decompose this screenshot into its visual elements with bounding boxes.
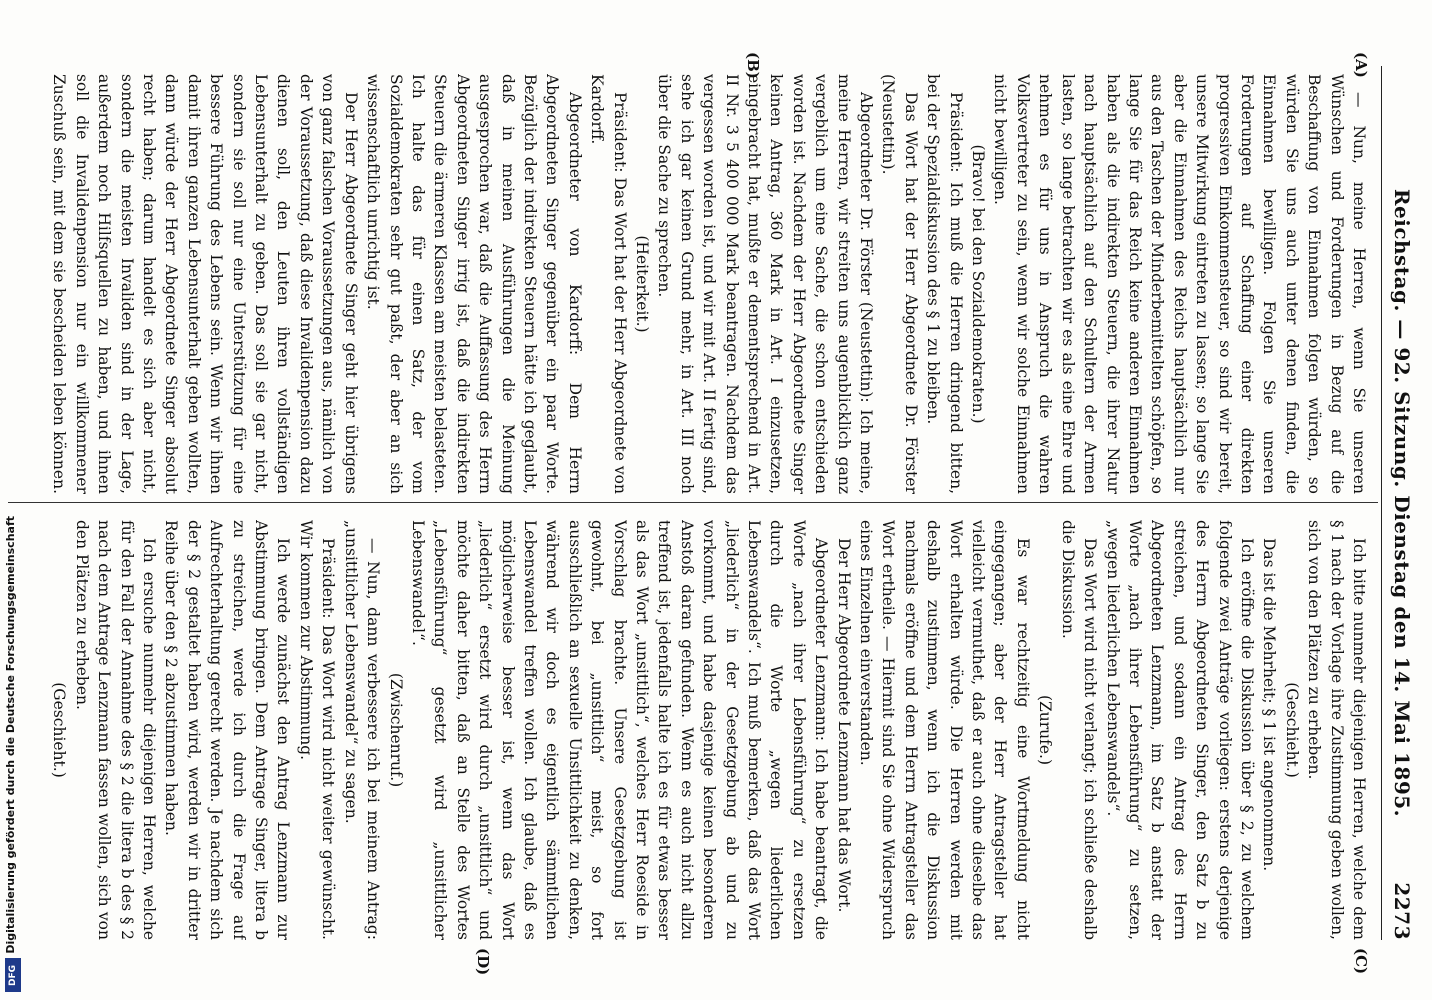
paragraph: Präsident: Das Wort wird nicht weiter gewünscht. Wir kommen zur Abstimmung. — [296, 520, 338, 940]
header-rule — [1381, 66, 1382, 940]
paragraph: Der Herr Abgeordnete Lenzmann hat das Wort. — [834, 538, 853, 913]
margin-marker-d: (D) — [474, 948, 492, 976]
dfg-logo: DFG — [5, 958, 21, 992]
margin-marker-b: (B) — [744, 52, 762, 79]
right-column — [50, 520, 1370, 940]
margin-marker-c: (C) — [1352, 948, 1370, 975]
paragraph: (Geschieht.) — [50, 682, 69, 778]
digitization-note: Digitalisierung gefördert durch die Deutsche Forschungsgemeinschaft — [4, 516, 17, 954]
paragraph: Das Wort wird nicht verlangt; ich schließe deshalb die Diskussion. — [1058, 520, 1100, 940]
margin-marker-a: (A) — [1352, 52, 1370, 78]
paragraph: (Heiterkeit.) — [633, 235, 651, 333]
paragraph: Ich eröffne die Diskussion über § 2, zu welchem folgende zwei Anträge vorliegen: erstens derjenige des Herrn Abgeordneten Singer, den Satz b zu streichen, und sodann ein Antrag des Herrn Abgeordneten Lenzmann, im Satz b anstatt der Worte „nach ihrer Lebensführung“ zu setzen, „wegen liederlichen Lebenswandels“. — [1103, 520, 1256, 940]
paragraph: — Nun, dann verbessere ich bei meinem Antrag: „unsittlicher Lebenswandel“ zu sagen. — [341, 520, 383, 940]
paragraph: Das ist die Mehrheit; § 1 ist angenommen. — [1260, 538, 1279, 872]
paragraph: Abgeordneter Dr. Förster (Neustettin): Ich meine, meine Herren, wir streiten uns augenblicklich ganz vergeblich um eine Sache, die schon entschieden worden ist. Nachdem der Herr Abgeordnete Singer keinen Antrag, 360 Mark in Art. I einzusetzen, eingebracht hat, mußte er dementsprechend in Art. II Nr. 3 5 400 000 Mark beantragen. Nachdem das vergessen worden ist, und wir mit Art. II fertig sind, sehe ich gar keinen Grund mehr, in Art. III noch über die Sache zu sprechen. — [655, 74, 876, 494]
column-divider — [8, 502, 1378, 503]
paragraph: Ich werde zunächst den Antrag Lenzmann zur Abstimmung bringen. Dem Antrage Singer, litera b zu streichen, werde ich durch die Frage auf Aufrechterhaltung gerecht werden. Je nachdem sich der § 2 gestaltet haben wird, werden wir in dritter Reihe über den § 2 abzustimmen haben. — [162, 520, 293, 940]
running-head — [1388, 66, 1414, 940]
paragraph: Es war rechtzeitig eine Wortmeldung nicht eingegangen; aber der Herr Antragsteller hat vielleicht vermuthet, daß er auch ohne dieselbe das Wort erhalten würde. Die Herren werden mit deshalb zustimmen, wenn ich die Diskussion nachmals eröffne und dem Herrn Antragsteller das Wort ertheile. — Hiermit sind Sie ohne Widerspruch eines Einzelnen einverstanden. — [857, 520, 1032, 940]
paragraph: (Zwischenruf.) — [386, 672, 405, 788]
left-column — [50, 74, 1370, 494]
page-number: 2273 — [1390, 882, 1414, 940]
paragraph: Abgeordneter von Kardorff: Dem Herrn Abgeordneten Singer gegenüber ein paar Worte. Bezüglich der indirekten Steuern hätte ich geglaubt, daß in meinen Ausführungen die Meinung ausgesprochen war, daß die Auffassung des Herrn Abgeordneten Singer irrig ist, daß die indirekten Steuern die ärmeren Klassen am meisten belasteten. Ich halte das für einen Satz, der vom Sozialdemokraten sehr gut paßt, der aber an sich wissenschaftlich unrichtig ist. — [364, 74, 584, 494]
paragraph: Das Wort hat der Herr Abgeordnete Dr. Förster (Neustettin). — [879, 74, 920, 494]
paragraph: Der Herr Abgeordnete Singer geht hier übrigens von ganz falschen Voraussetzungen aus, nämlich von der Voraussetzung, daß diese Invalidenpension dazu dienen soll, den Leuten ihren vollständigen Lebensunterhalt zu geben. Das soll sie gar nicht, sondern sie soll nur eine Unterstützung für eine bessere Führung des Lebens sein. Wenn wir ihnen damit ihren ganzen Lebensunterhalt geben wollten, dann würde der Herr Abgeordnete Singer absolut recht haben; darum handelt es sich aber nicht, sondern die meisten Invaliden sind in der Lage, außerdem noch Hilfsquellen zu haben, und ihnen soll die Invalidenpension nur ein willkommener Zuschuß sein, mit dem sie bescheiden leben können. — [50, 74, 360, 494]
paragraph: (Bravo! bei den Sozialdemokraten.) — [969, 144, 988, 424]
header-title: Reichstag. — 92. Sitzung. Dienstag den 14. Mai 1895. — [1390, 188, 1414, 818]
paragraph: — Nun, meine Herren, wenn Sie unseren Wünschen und Forderungen in Bezug auf die Beschaffung von Einnahmen folgen würden, so würden Sie uns auch unter denen finden, die Einnahmen bewilligen. Folgen Sie unseren Forderungen auf Schaffung einer direkten progressiven Einkommensteuer, so sind wir bereit, unsere Mitwirkung eintreten zu lassen; so lange Sie aber die Einnahmen des Reichs hauptsächlich nur aus den Taschen der Minderbemittelten schöpfen, so lange Sie für das Reich keine anderen Einnahmen haben als die indirekten Steuern, die ihrer Natur nach hauptsächlich auf den Schultern der Armen lasten, so lange betrachten wir es als eine Ehre und nehmen es für uns in Anspruch die wahren Volksvertreter zu sein, wenn wir solche Einnahmen nicht bewilligen. — [991, 74, 1368, 494]
paragraph: Präsident: Ich muß die Herren dringend bitten, bei der Spezialdiskussion des § 1 zu bleiben. — [924, 74, 965, 494]
digitization-footer — [0, 0, 26, 1000]
paragraph: Ich ersuche nunmehr diejenigen Herren, welche für den Fall der Annahme des § 2 die litera b des § 2 nach dem Antrage Lenzmann fassen wollen, sich von den Plätzen zu erheben. — [72, 520, 159, 940]
paragraph: (Geschieht.) — [1282, 682, 1301, 778]
paragraph: Ich bitte nunmehr diejenigen Herren, welche dem § 1 nach der Vorlage ihre Zustimmung geben wollen, sich von den Plätzen zu erheben. — [1305, 520, 1368, 940]
paragraph: Präsident: Das Wort hat der Herr Abgeordnete von Kardorff. — [588, 74, 629, 494]
paragraph: (Zurufe.) — [1036, 694, 1055, 766]
paragraph: Abgeordneter Lenzmann: Ich habe beantragt, die Worte „nach ihrer Lebensführung“ zu ersetzen durch die Worte „wegen liederlichen Lebenswandels“. Ich muß bemerken, daß das Wort „liederlich“ in der Gesetzgebung ab und zu vorkommt, und habe dasjenige keinen besonderen Anstoß daran gefunden. Wenn es auch nicht allzu treffend ist, jedenfalls halte ich es für etwas besser als das Wort „unsittlich“, welches Herr Roeside in Vorschlag brachte. Unsere Gesetzgebung ist gewohnt, bei „unsittlich“ meist, so fort ausschließlich an sexuelle Unsittlichkeit zu denken, während wir doch es eigentlich sämmtlichen Lebenswandel treffen wollen. Ich glaube, daß es möglicherweise besser ist, wenn das Wort „liederlich“ ersetzt wird durch „unsittlich“ und möchte daher bitten, daß an Stelle des Wortes „Lebensführung“ gesetzt wird „unsittlicher Lebenswandel“. — [408, 520, 831, 940]
